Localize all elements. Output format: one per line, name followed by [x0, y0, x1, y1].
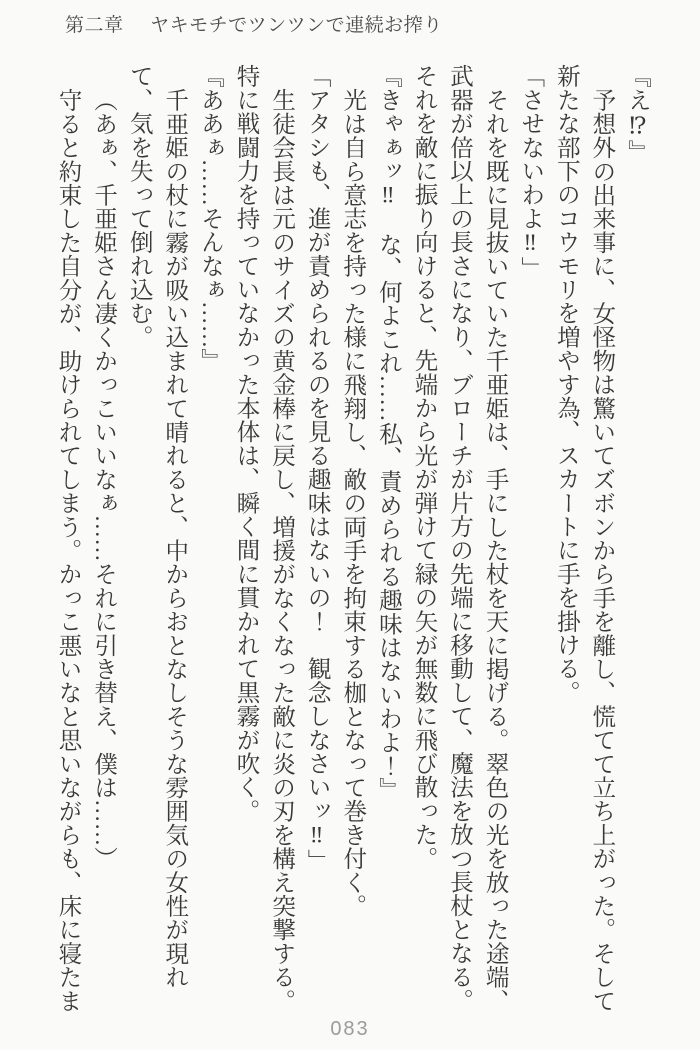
body-text: [49, 64, 654, 1012]
paragraph: 「させないわよ‼」: [517, 64, 544, 280]
paragraph: それを既に見抜いていた千亜姫は、手にした杖を天に掲げる。翠色の光を放った途端、武器が倍以上の長さになり、ブローチが片方の先端に移動して、魔法を放つ長杖となる。それを敵に振り向けると、先端から光が弾けて緑の矢が無数に飛び散った。: [410, 64, 508, 1012]
running-header: [65, 10, 443, 37]
paragraph: 千亜姫の杖に霧が吸い込まれて晴れると、中からおとなしそうな雰囲気の女性が現れて、気を失って倒れ込む。: [125, 64, 188, 989]
chapter-number: 第二章: [65, 15, 124, 36]
paragraph: 『え⁉』: [624, 64, 650, 164]
paragraph: 生徒会長は元のサイズの黄金棒に戻し、増援がなくなった敵に炎の刃を構え突撃する。特に戦闘力を持っていなかった本体は、瞬く間に貫かれて黒霧が吹く。: [232, 64, 295, 1012]
paragraph: （あぁ、千亜姫さん凄くかっこいいなぁ……それに引き替え、僕は……）: [90, 87, 117, 870]
paragraph: 『きゃぁッ‼ な、何よこれ……私、責められる趣味はないわよ！』: [374, 64, 401, 802]
paragraph: 守ると約束した自分が、助けられてしまう。かっこ悪いなと思いながらも、床に寝たま: [54, 87, 81, 1012]
paragraph: 光は自ら意志を持った様に飛翔し、敵の両手を拘束する枷となって巻き付く。: [339, 87, 366, 917]
paragraph: 予想外の出来事に、女怪物は驚いてズボンから手を離し、慌てて立ち上がった。そして新たな部下のコウモリを増やす為、スカートに手を掛ける。: [552, 64, 615, 1012]
chapter-title: ヤキモチでツンツンで連続お搾り: [150, 15, 443, 36]
paragraph: 『ああぁ……そんなぁ……』: [196, 64, 223, 373]
paragraph: 「アタシも、進が責められるのを見る趣味はないの！ 観念しなさいッ‼」: [303, 64, 330, 873]
page-number: 083: [330, 1018, 370, 1040]
